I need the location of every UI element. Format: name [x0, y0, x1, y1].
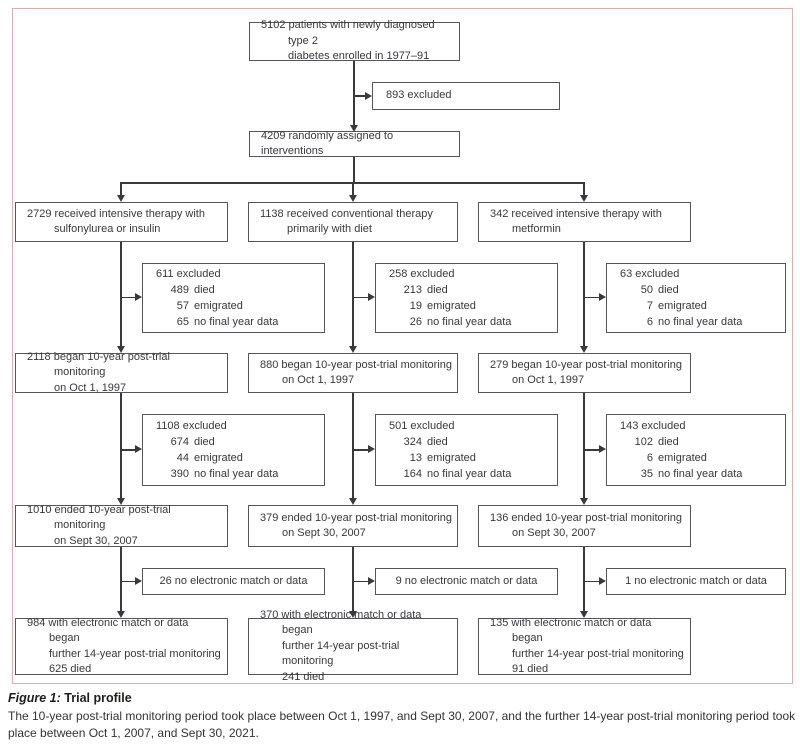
text-line: on Oct 1, 1997 — [282, 374, 355, 386]
box-text — [250, 129, 459, 160]
text-line — [376, 314, 557, 330]
label: died — [658, 436, 679, 448]
box-text — [249, 511, 457, 542]
box-arm-metformin — [478, 202, 691, 242]
text-line — [376, 450, 557, 466]
flow-line — [120, 393, 122, 498]
flow-line — [584, 581, 599, 583]
text-line — [607, 466, 785, 482]
text-line: 501 excluded — [389, 420, 455, 432]
text-line: on Sept 30, 2007 — [512, 527, 596, 539]
flow-line — [354, 95, 365, 97]
box-text — [373, 88, 559, 104]
text-line — [376, 298, 557, 314]
text-line: diabetes enrolled in 1977–91 — [288, 50, 430, 63]
count: 44 — [176, 452, 189, 464]
box-excluded-b3 — [606, 414, 786, 486]
box-arm-sulfonylurea-insulin — [15, 202, 228, 242]
arrow-right-icon — [599, 577, 606, 585]
text-line: 258 excluded — [389, 268, 455, 280]
flow-line — [352, 393, 354, 498]
text-line: 880 began 10-year post-trial monitoring — [260, 358, 453, 371]
flow-line — [353, 297, 368, 299]
box-final-2 — [248, 608, 458, 683]
box-text — [250, 18, 459, 65]
count: 213 — [403, 284, 422, 296]
flow-line — [120, 547, 122, 611]
text-line — [607, 266, 785, 282]
flow-line — [583, 182, 585, 195]
arrow-down-icon — [117, 195, 125, 202]
label: no final year data — [658, 468, 743, 480]
arrow-down-icon — [580, 195, 588, 202]
arrow-down-icon — [349, 498, 357, 505]
box-enrolled — [249, 19, 460, 63]
arrow-right-icon — [368, 445, 375, 453]
count: 6 — [646, 316, 653, 328]
arrow-right-icon — [135, 293, 142, 301]
text-line: 91 died — [512, 663, 549, 675]
box-excluded-a1 — [142, 263, 325, 333]
box-began-1 — [15, 350, 228, 394]
count: 57 — [176, 300, 189, 312]
text-line — [607, 418, 785, 434]
text-line — [607, 298, 785, 314]
figure-number-label: Figure 1: — [8, 691, 61, 705]
box-randomized — [249, 131, 460, 157]
count: 7 — [646, 300, 653, 312]
box-text — [479, 616, 690, 678]
label: no final year data — [194, 468, 279, 480]
flow-line — [353, 157, 355, 183]
box-final-1 — [15, 618, 228, 675]
count: 19 — [409, 300, 422, 312]
box-text — [249, 608, 457, 686]
box-text — [16, 350, 227, 397]
text-line: 2118 began 10-year post-trial monitoring — [27, 350, 170, 379]
text-line: on Oct 1, 1997 — [512, 374, 585, 386]
text-line: on Oct 1, 1997 — [54, 381, 127, 394]
text-line: 625 died — [49, 663, 92, 675]
caption-body: The 10-year post-trial monitoring period took place between Oct 1, 1997, and Sept 30, 2007, and the further 14-year post-trial monitoring period took place between Oct 1, 2007, and Sept 30, 2021. — [8, 709, 796, 740]
label: emigrated — [194, 300, 243, 312]
box-excluded-a3 — [606, 263, 786, 333]
caption-title — [8, 691, 797, 705]
count: 13 — [409, 452, 422, 464]
text-line — [143, 266, 324, 282]
text-line — [143, 282, 324, 298]
flow-line — [352, 242, 354, 346]
label: no final year data — [194, 316, 279, 328]
arrow-down-icon — [580, 346, 588, 353]
flow-line — [353, 61, 355, 125]
flow-line — [583, 393, 585, 498]
flow-line — [120, 242, 122, 346]
arrow-down-icon — [580, 498, 588, 505]
label: no final year data — [427, 316, 512, 328]
text-line: 63 excluded — [620, 268, 680, 280]
text-line: further 14-year post-trial monitoring — [512, 647, 684, 660]
arrow-right-icon — [368, 577, 375, 585]
text-line: on Sept 30, 2007 — [282, 527, 366, 539]
text-line: 9 no electronic match or data — [395, 574, 538, 587]
text-line — [376, 418, 557, 434]
text-line: 379 ended 10-year post-trial monitoring — [260, 511, 453, 524]
label: no final year data — [658, 316, 743, 328]
count: 324 — [403, 436, 422, 448]
flow-line — [121, 581, 135, 583]
text-line: metformin — [512, 223, 561, 235]
label: no final year data — [427, 468, 512, 480]
text-line: 241 died — [282, 670, 325, 683]
box-no-match-1 — [142, 568, 325, 595]
text-line: 1108 excluded — [156, 420, 227, 432]
text-line — [376, 282, 557, 298]
box-final-3 — [478, 618, 691, 675]
flow-line — [584, 297, 599, 299]
text-line — [607, 450, 785, 466]
flow-line — [584, 449, 599, 451]
flow-line — [353, 449, 368, 451]
text-line: 1010 ended 10-year post-trial monitoring — [27, 503, 171, 532]
label: died — [194, 436, 215, 448]
label: emigrated — [194, 452, 243, 464]
figure-caption — [8, 691, 797, 741]
arrow-down-icon — [349, 195, 357, 202]
text-line — [607, 282, 785, 298]
box-no-match-2 — [375, 568, 558, 595]
count: 164 — [403, 468, 422, 480]
arrow-right-icon — [135, 577, 142, 585]
flow-line — [121, 297, 135, 299]
text-line — [607, 314, 785, 330]
box-ended-2 — [248, 505, 458, 547]
label: emigrated — [427, 300, 476, 312]
text-line: 136 ended 10-year post-trial monitoring — [490, 511, 683, 524]
box-text — [249, 207, 457, 238]
label: emigrated — [658, 300, 707, 312]
box-began-2 — [248, 353, 458, 393]
flow-line — [583, 242, 585, 346]
box-text — [16, 207, 227, 238]
count: 102 — [634, 436, 653, 448]
box-text — [479, 358, 690, 389]
count: 26 — [409, 316, 422, 328]
text-line — [143, 418, 324, 434]
caption-title-text: Trial profile — [64, 691, 132, 705]
text-line — [143, 450, 324, 466]
box-no-match-3 — [606, 568, 786, 595]
text-line — [143, 466, 324, 482]
text-line: 893 excluded — [386, 89, 452, 102]
text-line — [376, 466, 557, 482]
text-line: 5102 patients with newly diagnosed type 2 — [261, 19, 435, 47]
text-line: 1138 received conventional therapy — [260, 207, 433, 220]
flow-line — [352, 547, 354, 611]
count: 674 — [170, 436, 189, 448]
flow-line — [353, 581, 368, 583]
text-line — [143, 434, 324, 450]
box-excluded-b2 — [375, 414, 558, 486]
arrow-down-icon — [349, 346, 357, 353]
text-line: 611 excluded — [156, 268, 221, 280]
box-ended-3 — [478, 505, 691, 547]
box-text — [249, 358, 457, 389]
box-text — [16, 616, 227, 678]
text-line: sulfonylurea or insulin — [54, 223, 161, 235]
count: 35 — [640, 468, 653, 480]
label: emigrated — [658, 452, 707, 464]
text-line — [376, 266, 557, 282]
box-ended-1 — [15, 505, 228, 547]
box-text — [16, 503, 227, 550]
box-text — [479, 511, 690, 542]
text-line — [376, 434, 557, 450]
flow-line — [352, 182, 354, 195]
box-excluded-a2 — [375, 263, 558, 333]
label: died — [427, 284, 448, 296]
text-line — [143, 298, 324, 314]
text-line: 342 received intensive therapy with — [490, 207, 662, 220]
text-line — [143, 314, 324, 330]
arrow-right-icon — [368, 293, 375, 301]
text-line: 135 with electronic match or data began — [490, 616, 652, 644]
text-line: further 14-year post-trial monitoring — [282, 639, 400, 668]
flow-line — [120, 182, 122, 195]
box-excluded-b1 — [142, 414, 325, 486]
count: 65 — [176, 316, 189, 328]
count: 489 — [170, 284, 189, 296]
text-line: on Sept 30, 2007 — [54, 534, 138, 547]
label: emigrated — [427, 452, 476, 464]
count: 390 — [170, 468, 189, 480]
text-line: primarily with diet — [287, 223, 372, 235]
box-began-3 — [478, 353, 691, 393]
arrow-right-icon — [599, 445, 606, 453]
arrow-right-icon — [365, 92, 372, 100]
flow-line — [121, 449, 135, 451]
text-line: 279 began 10-year post-trial monitoring — [490, 358, 683, 371]
text-line: 370 with electronic match or data began — [260, 608, 422, 637]
box-text — [479, 207, 690, 238]
text-line: 984 with electronic match or data began — [27, 616, 189, 644]
label: died — [194, 284, 215, 296]
count: 6 — [646, 452, 653, 464]
text-line: 143 excluded — [620, 420, 686, 432]
text-line: 26 no electronic match or data — [159, 574, 308, 587]
box-arm-conventional-diet — [248, 202, 458, 242]
label: died — [658, 284, 679, 296]
text-line — [607, 434, 785, 450]
text-line: further 14-year post-trial monitoring — [49, 647, 221, 660]
text-line: 2729 received intensive therapy with — [27, 207, 205, 220]
arrow-right-icon — [135, 445, 142, 453]
box-excluded-initial — [372, 82, 560, 110]
count: 50 — [640, 284, 653, 296]
label: died — [427, 436, 448, 448]
flow-line — [583, 547, 585, 611]
text-line: 4209 randomly assigned to interventions — [261, 129, 394, 157]
arrow-right-icon — [599, 293, 606, 301]
text-line: 1 no electronic match or data — [625, 574, 767, 587]
